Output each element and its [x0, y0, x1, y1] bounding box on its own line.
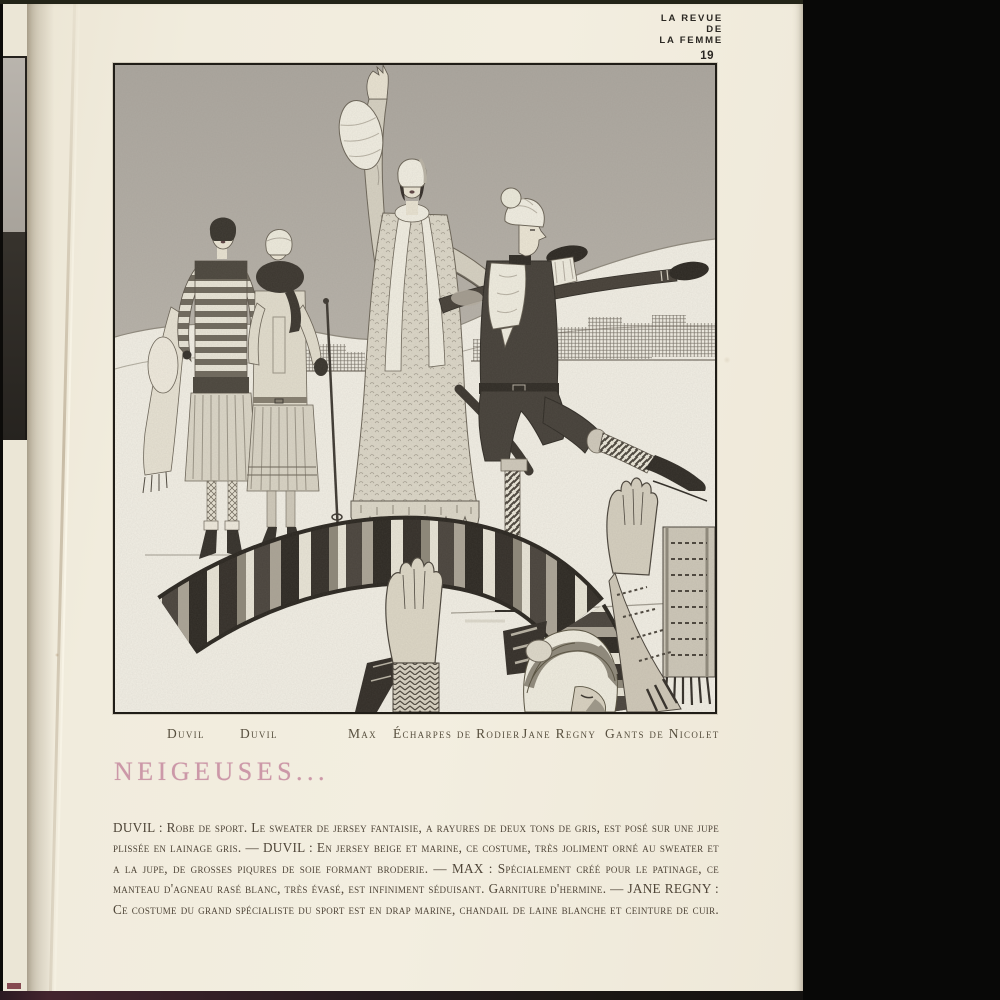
facing-page-art-dark — [3, 232, 27, 440]
article-title: NEIGEUSES... — [114, 757, 330, 786]
scan-bottom-edge — [0, 991, 803, 1000]
masthead-line: LA REVUE — [660, 13, 723, 24]
fashion-plate-illustration — [115, 65, 715, 712]
article-body-line: a la jupe, de grosses piqures de soie formant broderie. — MAX : Spécialement créé pour le patinage, ce — [113, 860, 719, 876]
scan-background — [803, 0, 1000, 1000]
facing-page-sliver — [3, 0, 27, 1000]
masthead-line: DE — [706, 24, 723, 35]
masthead-line: LA FEMME — [659, 35, 723, 46]
caption-credit: Écharpes de Rodier — [393, 726, 521, 741]
caption-credit: Duvil — [167, 726, 205, 741]
facing-page-red-mark — [7, 983, 21, 989]
masthead-lines — [659, 13, 723, 46]
article-body — [113, 818, 719, 920]
fashion-plate — [113, 63, 717, 714]
article-body-line: plissée en lainage gris. — DUVIL : En jersey beige et marine, ce costume, très joliment orné au sweater et — [113, 840, 719, 856]
magazine-page — [27, 0, 803, 1000]
plate-captions — [27, 726, 803, 744]
caption-credit: Jane Regny — [522, 726, 597, 741]
scan-grain-overlay — [115, 65, 715, 712]
masthead — [659, 13, 723, 62]
gutter-shadow — [27, 0, 61, 1000]
caption-credit: Gants de Nicolet — [605, 726, 720, 741]
article-body-line: Ce costume du grand spécialiste du sport est en drap marine, chandail de laine blanche et ceinture de cuir. — [113, 901, 719, 917]
scan-top-edge — [0, 0, 803, 4]
article-body-line: manteau d'agneau rasé blanc, très évasé, est infiniment séduisant. Garniture d'hermine. — JANE REGNY : — [113, 881, 719, 897]
caption-credit: Duvil — [240, 726, 278, 741]
article-body-line: DUVIL : Robe de sport. Le sweater de jersey fantaisie, a rayures de deux tons de gris, est posé sur une jupe — [113, 820, 719, 835]
facing-page-art-light — [3, 56, 27, 234]
caption-credit: Max — [348, 726, 377, 741]
page-number: 19 — [700, 50, 714, 62]
